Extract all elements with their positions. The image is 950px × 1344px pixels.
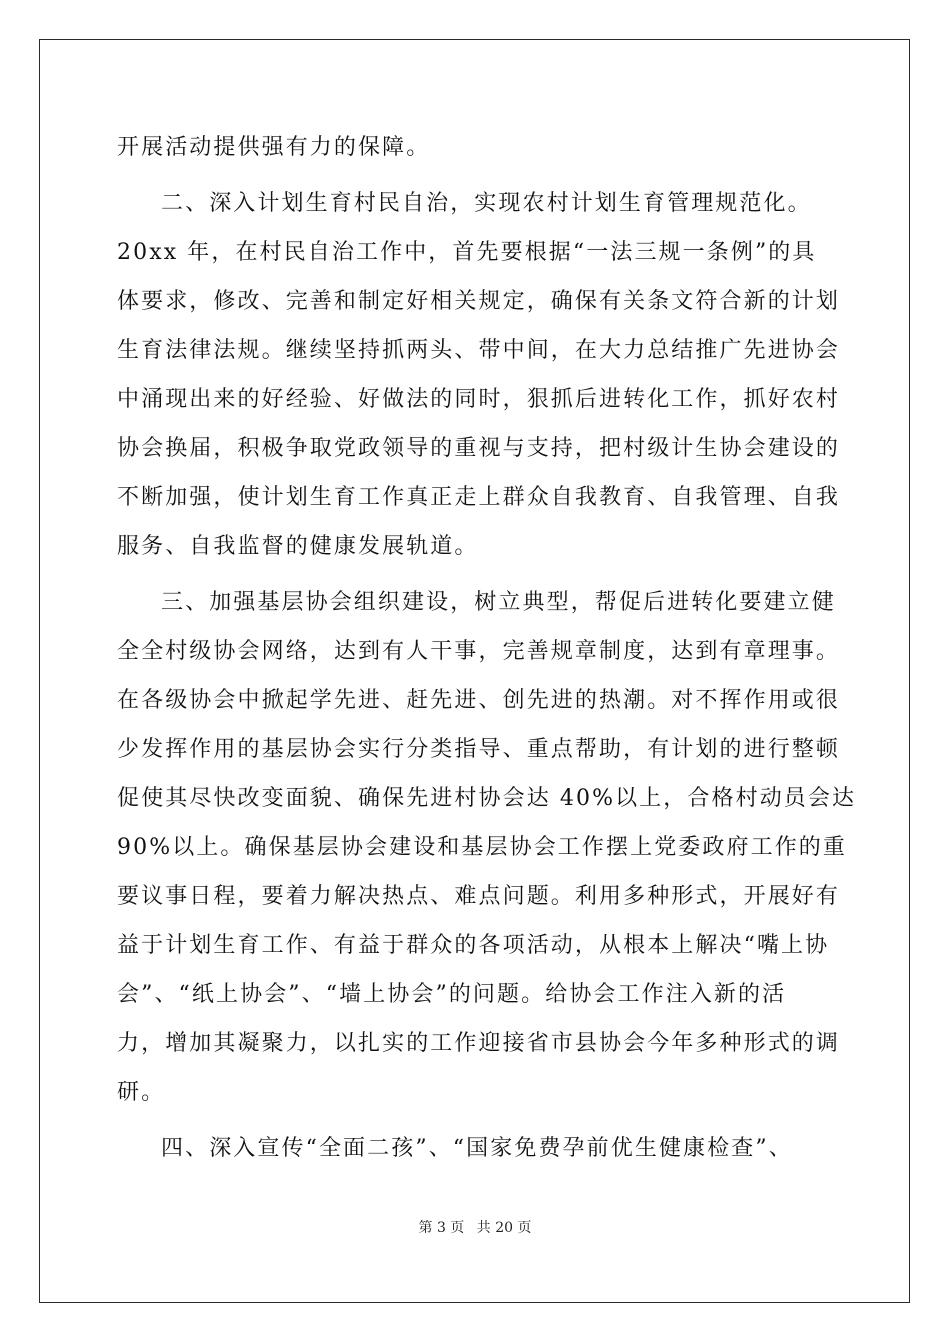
text-line: 会”、“纸上协会”、“墙上协会”的问题。给协会工作注入新的活 <box>117 982 787 1007</box>
page-footer <box>0 1218 950 1238</box>
text-line: 生育法律法规。继续坚持抓两头、带中间，在大力总结推广先进协会 <box>117 338 841 363</box>
text-line: 促使其尽快改变面貌、确保先进村协会达 40%以上，合格村动员会达 <box>117 786 857 811</box>
text-line: 90%以上。确保基层协会建设和基层协会工作摆上党委政府工作的重 <box>117 835 848 860</box>
current-page-number: 第 3 页 <box>418 1220 465 1236</box>
text-line: 服务、自我监督的健康发展轨道。 <box>117 534 479 559</box>
document-body <box>117 123 857 1173</box>
paragraph-first-line: 三、加强基层协会组织建设，树立典型，帮促后进转化要建立健 <box>161 590 836 615</box>
paragraph-first-line: 二、深入计划生育村民自治，实现农村计划生育管理规范化。 <box>161 191 812 216</box>
text-line: 研。 <box>117 1080 166 1105</box>
text-line: 益于计划生育工作、有益于群众的各项活动，从根本上解决“嘴上协 <box>117 933 830 958</box>
total-pages: 共 20 页 <box>476 1220 532 1236</box>
text-line: 开展活动提供强有力的保障。 <box>117 135 431 160</box>
text-line: 少发挥作用的基层协会实行分类指导、重点帮助，有计划的进行整顿 <box>117 737 841 762</box>
text-line: 力，增加其凝聚力，以扎实的工作迎接省市县协会今年多种形式的调 <box>117 1031 841 1056</box>
text-line: 20xx 年，在村民自治工作中，首先要根据“一法三规一条例”的具 <box>117 240 817 265</box>
paragraph-first-line: 四、深入宣传“全面二孩”、“国家免费孕前优生健康检查”、 <box>161 1136 793 1161</box>
text-line: 在各级协会中掀起学先进、赶先进、创先进的热潮。对不挥作用或很 <box>117 688 841 713</box>
text-line: 要议事日程，要着力解决热点、难点问题。利用多种形式，开展好有 <box>117 884 841 909</box>
text-line: 中涌现出来的好经验、好做法的同时，狠抓后进转化工作，抓好农村 <box>117 387 841 412</box>
text-line: 协会换届，积极争取党政领导的重视与支持，把村级计生协会建设的 <box>117 436 841 461</box>
text-line: 不断加强，使计划生育工作真正走上群众自我教育、自我管理、自我 <box>117 485 841 510</box>
text-line: 体要求，修改、完善和制定好相关规定，确保有关条文符合新的计划 <box>117 289 841 314</box>
text-line: 全全村级协会网络，达到有人干事，完善规章制度，达到有章理事。 <box>117 639 841 664</box>
